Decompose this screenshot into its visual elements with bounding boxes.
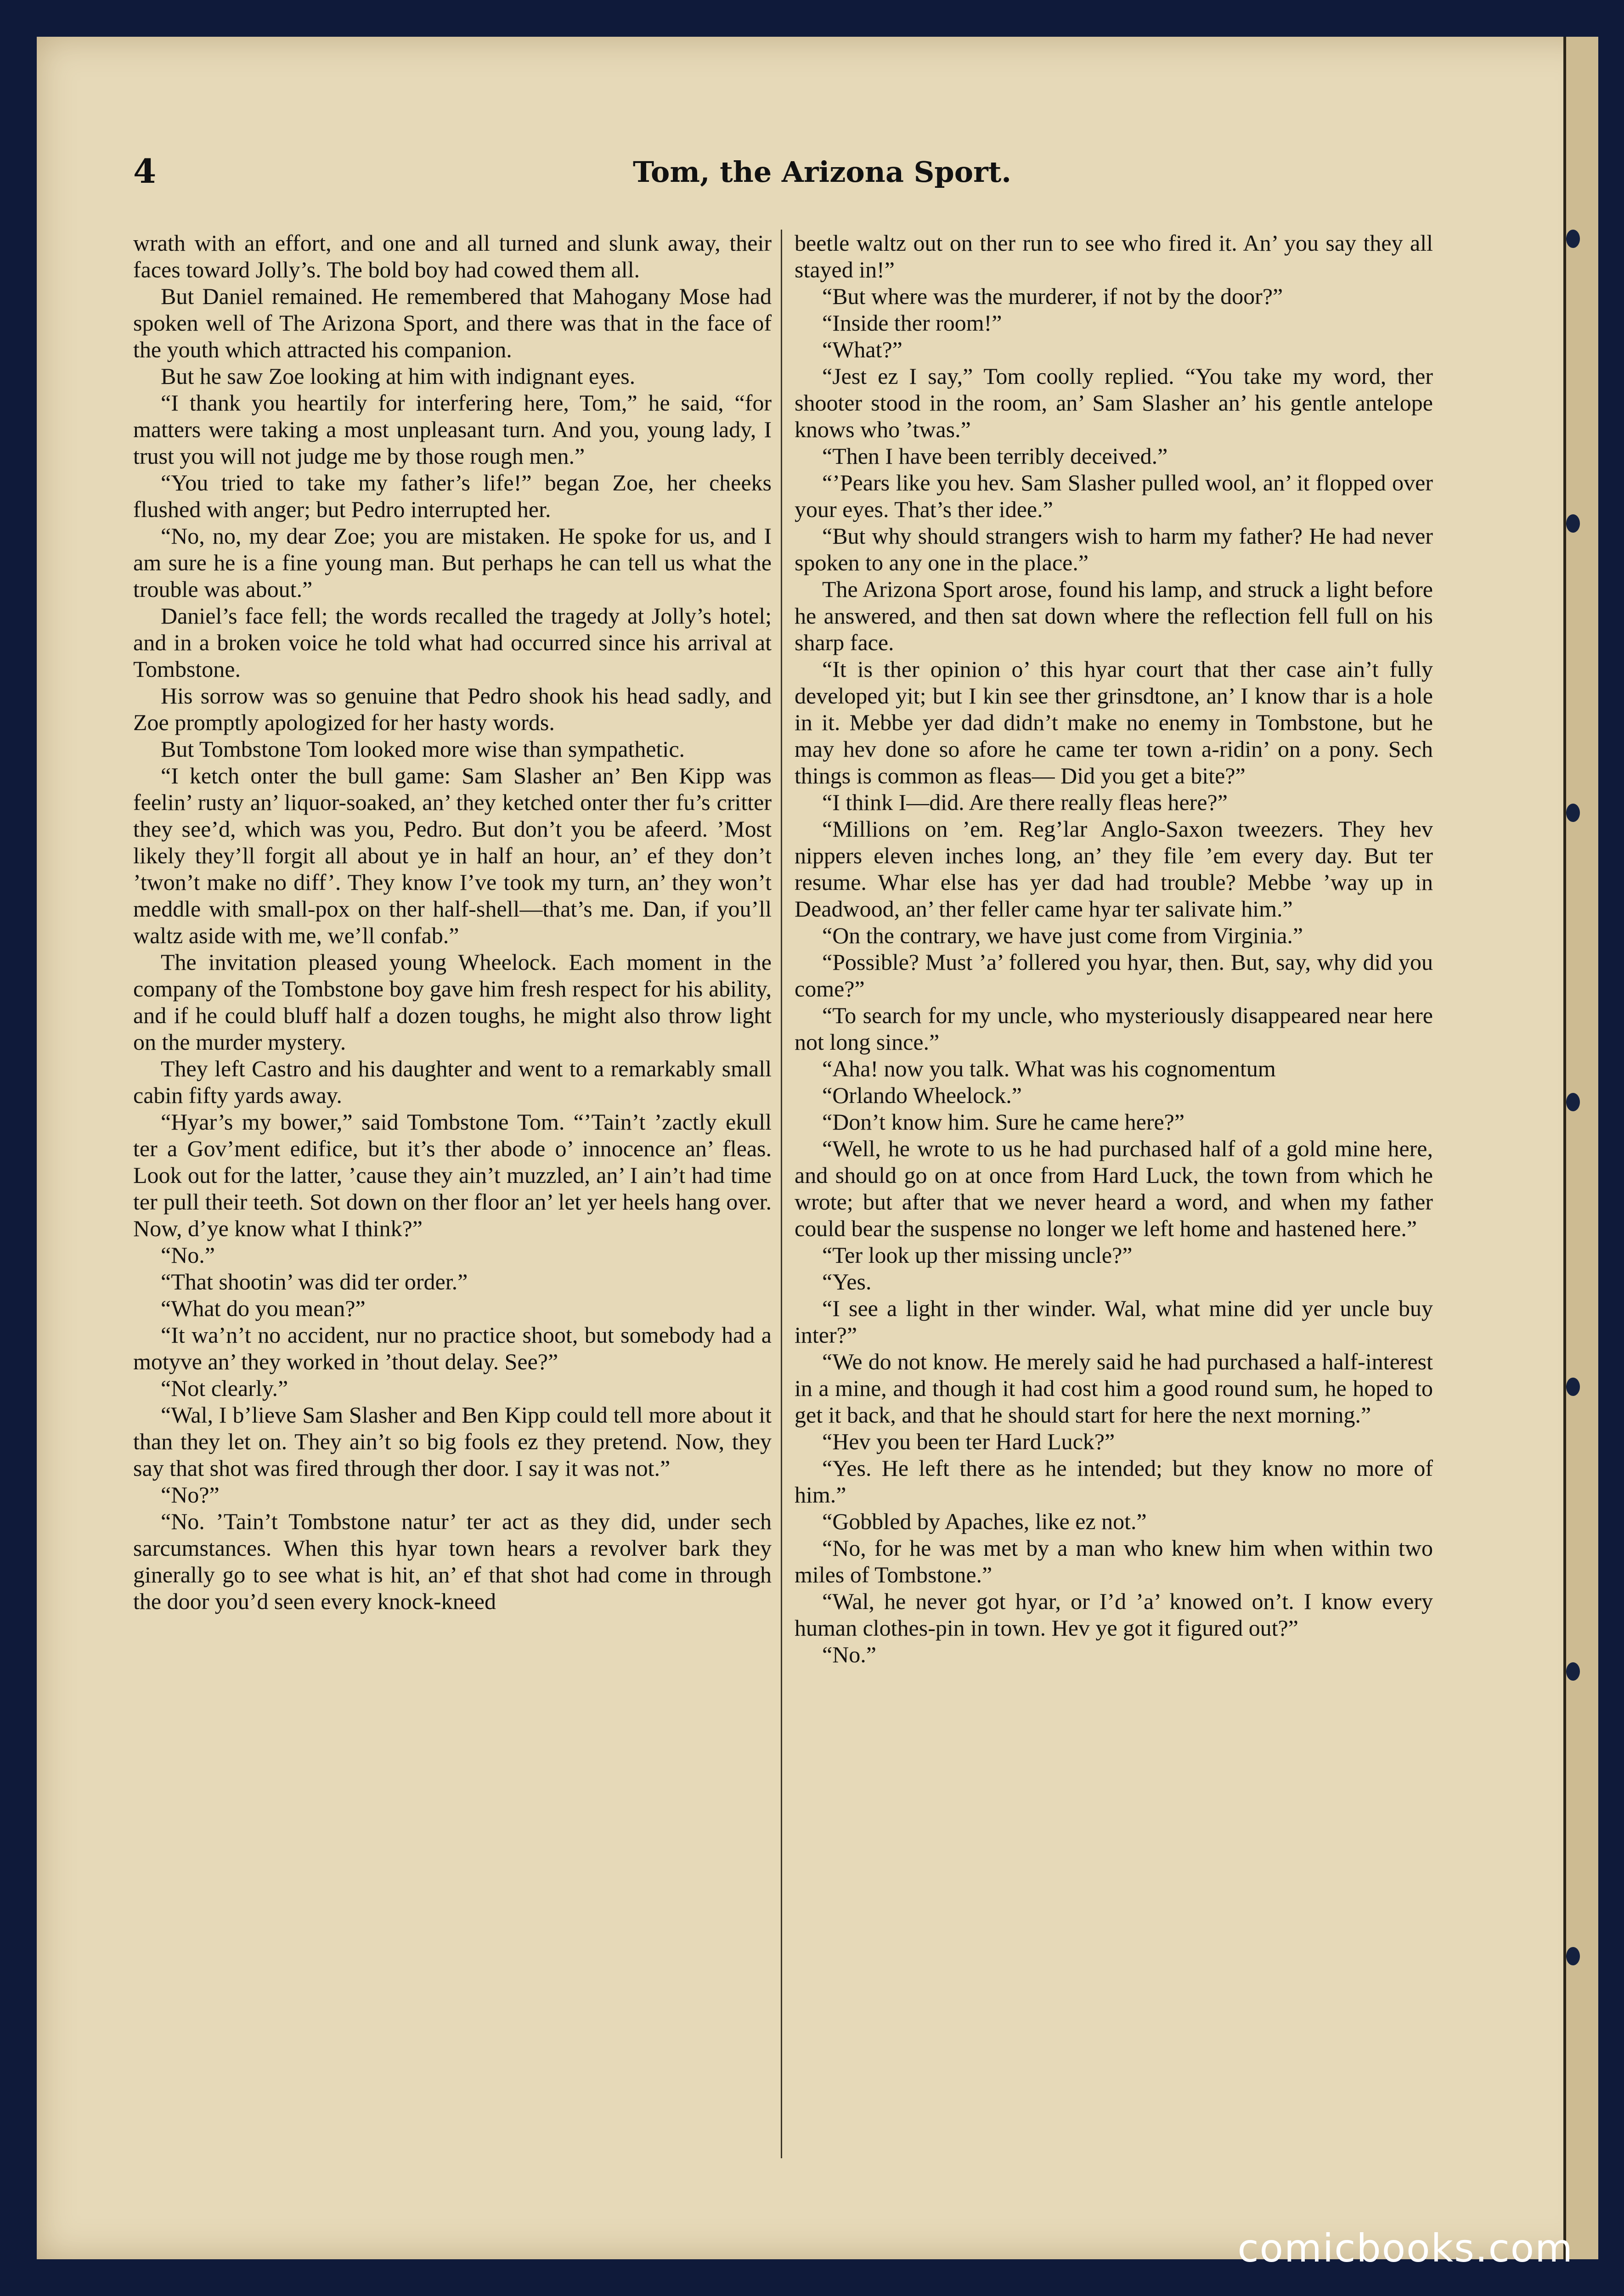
binding-holes	[1566, 230, 1585, 2066]
paragraph: “No?”	[161, 1482, 220, 1508]
paragraph: “But why should strangers wish to harm my father? He had never spoken to any one in the place.”	[795, 523, 1433, 575]
paragraph: “But where was the murderer, if not by the door?”	[822, 283, 1283, 309]
paragraph: “Gobbled by Apaches, like ez not.”	[822, 1508, 1147, 1534]
paragraph: “I see a light in ther winder. Wal, what mine did yer uncle buy inter?”	[795, 1295, 1433, 1348]
paragraph: “Wal, I b’lieve Sam Slasher and Ben Kipp could tell more about it than they let on. They ain’t so big fools ez they pretend. Now, they say that shot was fired through ther door. I say it was not.”	[133, 1402, 772, 1481]
binding-hole	[1566, 514, 1580, 533]
right-column	[795, 230, 1433, 2158]
paragraph: But Daniel remained. He remembered that Mahogany Mose had spoken well of The Arizona Sport, and there was that in the face of the youth which attracted his companion.	[133, 283, 772, 362]
binding-hole	[1566, 230, 1580, 248]
paragraph: “Hyar’s my bower,” said Tombstone Tom. “’Tain’t ’zactly ekull ter a Gov’ment edifice, but it’s ther abode o’ innocence an’ fleas. Look out for the latter, ’cause they ain’t muzzled, an’ I ain’t had time ter pull their teeth. Sot down on ther floor an’ let yer heels hang over. Now, d’ye know what I think?”	[133, 1109, 772, 1241]
paragraph: “Inside ther room!”	[822, 310, 1002, 336]
paragraph: But Tombstone Tom looked more wise than sympathetic.	[161, 736, 685, 762]
paragraph: “Ter look up ther missing uncle?”	[822, 1242, 1133, 1268]
paragraph: “Hev you been ter Hard Luck?”	[822, 1429, 1115, 1454]
paragraph: “Jest ez I say,” Tom coolly replied. “You take my word, ther shooter stood in the room, an’ Sam Slasher an’ his gentle antelope knows who ’twas.”	[795, 363, 1433, 442]
paragraph: “To search for my uncle, who mysteriously disappeared near here not long since.”	[795, 1002, 1433, 1055]
paragraph: “I think I—did. Are there really fleas here?”	[822, 789, 1228, 815]
watermark: comicbooks.com	[1237, 2226, 1573, 2271]
paragraph: The invitation pleased young Wheelock. Each moment in the company of the Tombstone boy gave him fresh respect for his ability, and if he could bluff half a dozen toughs, he might also throw light on the murder mystery.	[133, 949, 772, 1055]
paragraph: “Wal, he never got hyar, or I’d ’a’ knowed on’t. I know every human clothes-pin in town. Hev ye got it figured out?”	[795, 1588, 1433, 1641]
paragraph: Daniel’s face fell; the words recalled the tragedy at Jolly’s hotel; and in a broken voice he told what had occurred since his arrival at Tombstone.	[133, 603, 772, 682]
paragraph: “Then I have been terribly deceived.”	[822, 443, 1168, 469]
binding-hole	[1566, 1662, 1580, 1681]
left-column	[133, 230, 772, 2158]
paragraph: wrath with an effort, and one and all turned and slunk away, their faces toward Jolly’s. The bold boy had cowed them all.	[133, 230, 772, 282]
paragraph: “No.”	[822, 1642, 876, 1667]
paragraph: “Possible? Must ’a’ follered you hyar, then. But, say, why did you come?”	[795, 949, 1433, 1002]
paragraph: “We do not know. He merely said he had purchased a half-interest in a mine, and though it had cost him a good round sum, he hoped to get it back, and that he should start for here the next morning.”	[795, 1349, 1433, 1428]
binding-hole	[1566, 804, 1580, 822]
paragraph: “Yes. He left there as he intended; but they know no more of him.”	[795, 1455, 1433, 1508]
paragraph: His sorrow was so genuine that Pedro shook his head sadly, and Zoe promptly apologized for her hasty words.	[133, 683, 772, 735]
paragraph: They left Castro and his daughter and went to a remarkably small cabin fifty yards away.	[133, 1056, 772, 1108]
paragraph: “You tried to take my father’s life!” began Zoe, her cheeks flushed with anger; but Pedro interrupted her.	[133, 470, 772, 522]
paragraph: “On the contrary, we have just come from Virginia.”	[822, 923, 1303, 948]
binding-hole	[1566, 1947, 1580, 1965]
paragraph: “Not clearly.”	[161, 1375, 288, 1401]
paragraph: beetle waltz out on ther run to see who fired it. An’ you say they all stayed in!”	[795, 230, 1433, 282]
paragraph: “Millions on ’em. Reg’lar Anglo-Saxon tweezers. They hev nippers eleven inches long, an’ they file ’em every day. But ter resume. Whar else has yer dad had trouble? Mebbe ’way up in Deadwood, an’ ther feller came hyar ter salivate him.”	[795, 816, 1433, 922]
paragraph: But he saw Zoe looking at him with indignant eyes.	[161, 363, 636, 389]
paragraph: “What?”	[822, 337, 902, 362]
paragraph: “It is ther opinion o’ this hyar court that ther case ain’t fully developed yit; but I kin see ther grinsdtone, an’ I know thar is a hole in it. Mebbe yer dad didn’t make no enemy in Tombstone, but he may hev done so afore he came ter town a-ridin’ on a pony. Sech things is common as fleas— Did you get a bite?”	[795, 656, 1433, 788]
paragraph: “’Pears like you hev. Sam Slasher pulled wool, an’ it flopped over your eyes. That’s ther idee.”	[795, 470, 1433, 522]
paragraph: “That shootin’ was did ter order.”	[161, 1269, 468, 1294]
paragraph: “Aha! now you talk. What was his cognomentum	[822, 1056, 1276, 1081]
paragraph: “I thank you heartily for interfering here, Tom,” he said, “for matters were taking a most unpleasant turn. And you, young lady, I trust you will not judge me by those rough men.”	[133, 390, 772, 469]
column-divider	[781, 230, 782, 2158]
paragraph: “No, for he was met by a man who knew him when within two miles of Tombstone.”	[795, 1535, 1433, 1587]
paragraph: The Arizona Sport arose, found his lamp, and struck a light before he answered, and then sat down where the reflection fell full on his sharp face.	[795, 576, 1433, 655]
paragraph: “No, no, my dear Zoe; you are mistaken. He spoke for us, and I am sure he is a fine young man. But perhaps he can tell us what the trouble was about.”	[133, 523, 772, 602]
paragraph: “What do you mean?”	[161, 1295, 366, 1321]
running-title: Tom, the Arizona Sport.	[633, 155, 1011, 189]
paragraph: “No.”	[161, 1242, 215, 1268]
paragraph: “Orlando Wheelock.”	[822, 1082, 1022, 1108]
page-header	[133, 152, 1511, 193]
page-number: 4	[133, 152, 157, 191]
paragraph: “Don’t know him. Sure he came here?”	[822, 1109, 1185, 1135]
paragraph: “Well, he wrote to us he had purchased half of a gold mine here, and should go on at once from Hard Luck, the town from which he wrote; but after that we never heard a word, and when my father could bear the suspense no longer we left home and hastened here.”	[795, 1136, 1433, 1241]
binding-hole	[1566, 1378, 1580, 1396]
binding-hole	[1566, 1093, 1580, 1111]
paragraph: “No. ’Tain’t Tombstone natur’ ter act as they did, under sech sarcumstances. When this hyar town hears a revolver bark they ginerally go to see what is hit, an’ ef that shot had come in through the door you’d seen every knock-kneed	[133, 1508, 772, 1614]
paragraph: “It wa’n’t no accident, nur no practice shoot, but somebody had a motyve an’ they worked in ’thout delay. See?”	[133, 1322, 772, 1374]
paragraph: “I ketch onter the bull game: Sam Slasher an’ Ben Kipp was feelin’ rusty an’ liquor-soaked, an’ they ketched onter ther fu’s critter they see’d, which was you, Pedro. But don’t you be afeerd. ’Most likely they’ll forgit all about ye in half an hour, an’ ef they don’t ’twon’t make no diff’. They know I’ve took my turn, an’ they won’t meddle with small-pox on ther half-shell—that’s me. Dan, if you’ll waltz aside with me, we’ll confab.”	[133, 763, 772, 948]
paragraph: “Yes.	[822, 1269, 872, 1294]
